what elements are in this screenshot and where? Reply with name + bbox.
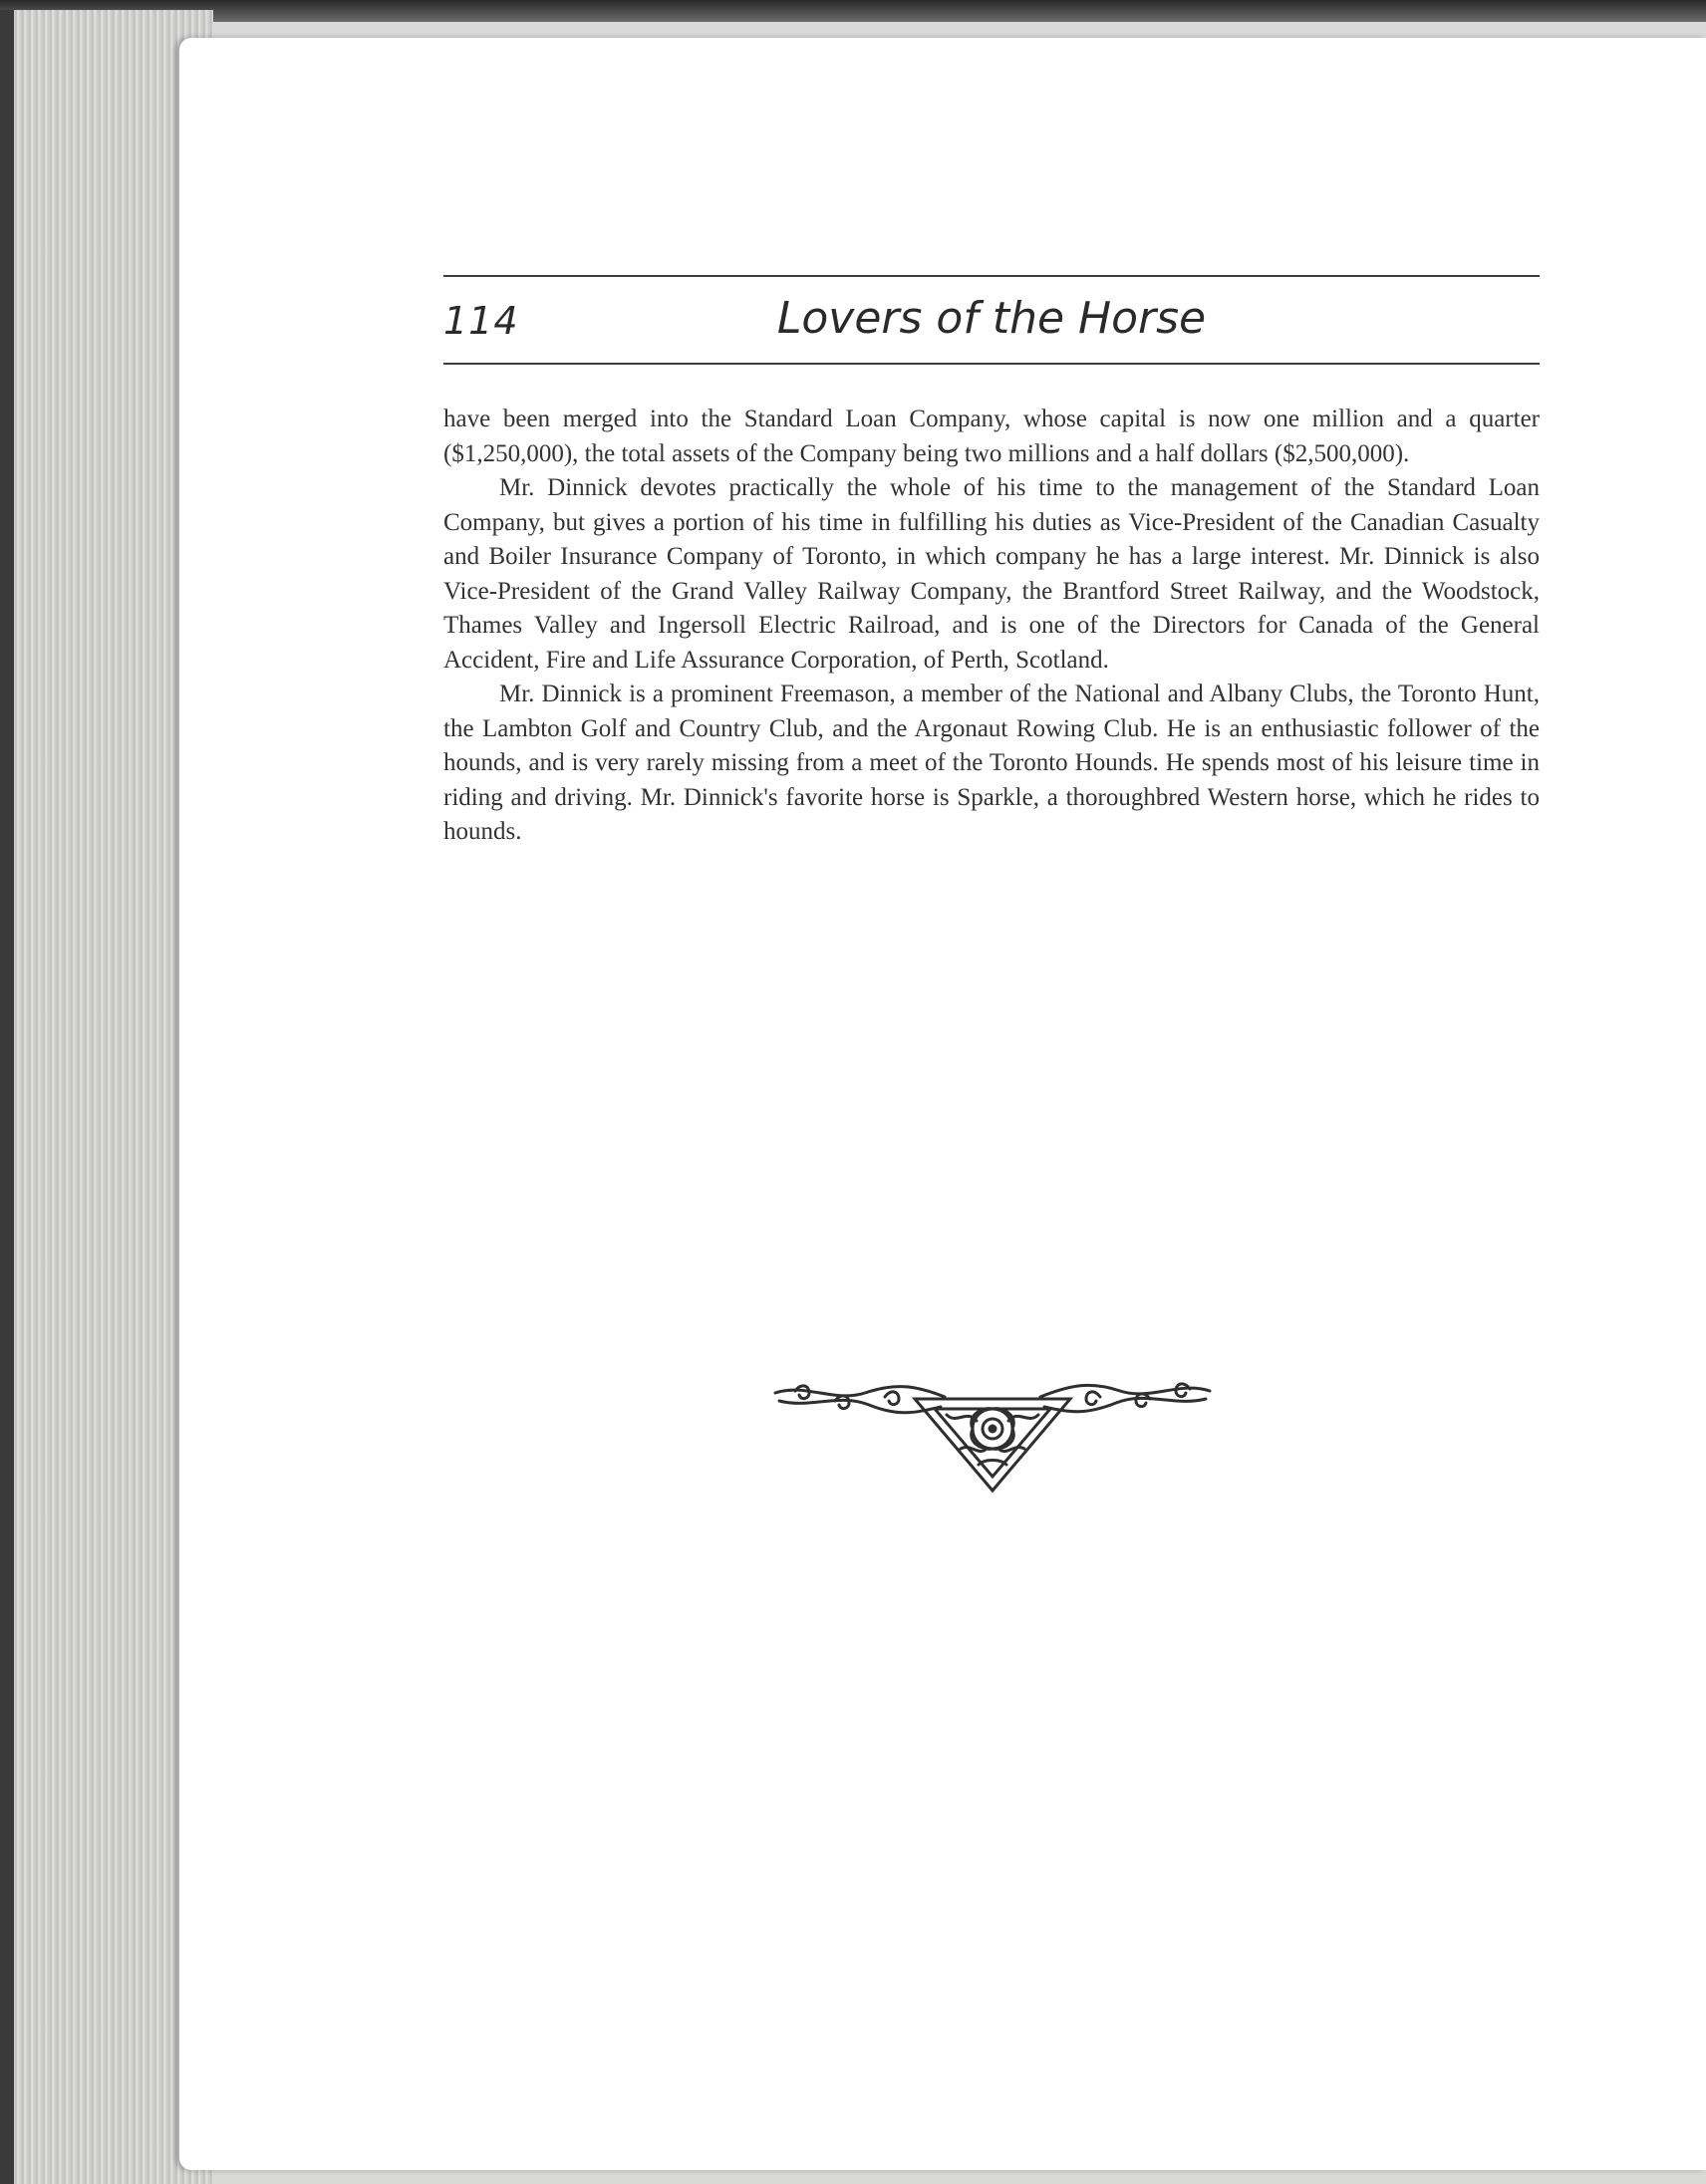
paragraph-clubs-and-horse: Mr. Dinnick is a prominent Freemason, a member of the National and Albany Clubs, the Toronto Hunt, the Lambton Golf and Country Club, and the Argonaut Rowing Club. He is an enthusiastic follower of the hounds, and is very rarely missing from a meet of the Toronto Hounds. He spends most of his leisure time in riding and driving. Mr. Dinnick's favorite horse is Sparkle, a thoroughbred Western horse, which he rides to hounds. [443, 681, 1540, 845]
paragraph-business-roles: Mr. Dinnick devotes practically the whole of his time to the management of the Standard Loan Company, but gives a portion of his time in fulfilling his duties as Vice-President of the Canadian Casualty and Boiler Insurance Company of Toronto, in which company he has a large interest. Mr. Dinnick is also Vice-President of the Grand Valley Railway Company, the Brantford Street Railway, and the Woodstock, Thames Valley and Ingersoll Electric Railroad, and is one of the Directors for Canada of the General Accident, Fire and Life Assurance Corporation, of Perth, Scotland. [443, 474, 1540, 674]
header-rule-bottom [443, 363, 1540, 365]
page-number: 114 [443, 299, 519, 343]
running-title: Lovers of the Horse [776, 293, 1207, 344]
paragraph-continued: have been merged into the Standard Loan Company, whose capital is now one million and a quarter ($1,250,000), the total assets of the Company being two millions and a half dollars ($2,500,000). [443, 406, 1540, 467]
book-page [179, 38, 1706, 2170]
header-rule-top [443, 275, 1540, 277]
scan-top-edge [0, 0, 1706, 22]
floral-tailpiece-ornament-icon [765, 1379, 1220, 1497]
body-text [443, 403, 1540, 850]
